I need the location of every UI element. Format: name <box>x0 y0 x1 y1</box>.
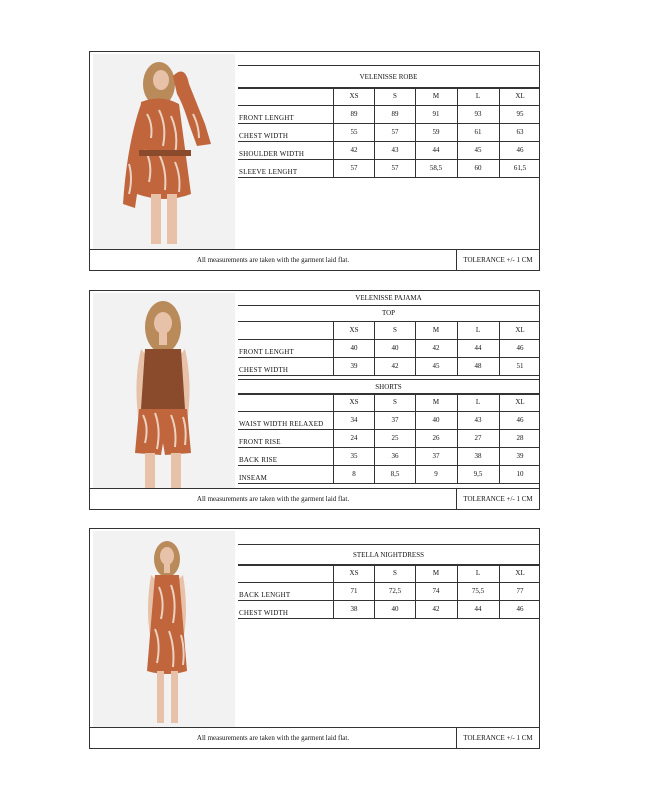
measurement-label: CHEST WIDTH <box>239 609 289 617</box>
measurement-value: 28 <box>516 434 524 442</box>
measurement-value: 74 <box>432 587 440 595</box>
grid-line <box>238 321 539 322</box>
measurement-value: 9,5 <box>473 470 483 478</box>
grid-line <box>333 87 334 177</box>
size-header-cell: XL <box>515 398 525 406</box>
measurement-row <box>238 600 539 618</box>
grid-line <box>238 447 539 448</box>
measurement-value: 55 <box>350 128 358 136</box>
measurement-value: 93 <box>474 110 482 118</box>
measurement-value: 42 <box>391 362 399 370</box>
measurement-value: 89 <box>391 110 399 118</box>
measurement-label: BACK RISE <box>239 456 278 464</box>
grid-line <box>499 393 500 483</box>
measurement-label: CHEST WIDTH <box>239 132 289 140</box>
grid-line <box>457 564 458 618</box>
measurement-value: 57 <box>391 164 399 172</box>
measurement-row <box>238 141 539 159</box>
measurement-value: 46 <box>516 416 524 424</box>
measurement-value: 48 <box>474 362 482 370</box>
measurement-value: 39 <box>516 452 524 460</box>
measurement-value: 37 <box>391 416 399 424</box>
measurement-value: 44 <box>432 146 440 154</box>
measurement-note: All measurements are taken with the garment laid flat. <box>196 256 350 264</box>
tolerance-label: TOLERANCE +/- 1 CM <box>456 728 539 748</box>
measurement-value: 8 <box>352 470 356 478</box>
measurement-value: 36 <box>391 452 399 460</box>
grid-line <box>499 87 500 177</box>
measurement-value: 72,5 <box>388 587 402 595</box>
nightdress-footer <box>90 727 539 748</box>
pajama-top-title <box>238 305 539 322</box>
grid-line <box>499 564 500 618</box>
pajama-table <box>238 291 539 489</box>
grid-line <box>238 600 539 601</box>
grid-line <box>238 618 539 619</box>
measurement-row <box>238 123 539 141</box>
grid-line <box>415 393 416 483</box>
measurement-value: 10 <box>516 470 524 478</box>
measurement-row <box>238 159 539 177</box>
measurement-value: 59 <box>432 128 440 136</box>
pajama-shorts-grid <box>238 393 539 483</box>
measurement-label: FRONT LENGHT <box>239 114 294 122</box>
grid-line <box>238 393 539 394</box>
measurement-value: 45 <box>432 362 440 370</box>
measurement-value: 46 <box>516 344 524 352</box>
grid-line <box>238 483 539 484</box>
measurement-value: 38 <box>474 452 482 460</box>
nightdress-title-text: STELLA NIGHTDRESS <box>353 551 424 559</box>
measurement-row <box>238 339 539 357</box>
measurement-row <box>238 465 539 483</box>
size-header-cell: M <box>432 398 440 406</box>
grid-line <box>238 564 539 565</box>
grid-line <box>238 123 539 124</box>
pajama-size-block <box>89 290 540 510</box>
measurement-value: 91 <box>432 110 440 118</box>
robe-product-photo <box>93 54 235 250</box>
size-header-cell: S <box>393 569 397 577</box>
size-header-row <box>238 87 539 105</box>
grid-line <box>333 393 334 483</box>
measurement-value: 61,5 <box>513 164 527 172</box>
measurement-value: 61 <box>474 128 482 136</box>
nightdress-table <box>238 529 539 727</box>
robe-grid <box>238 87 539 177</box>
size-header-cell: S <box>393 398 397 406</box>
size-header-cell: L <box>475 398 481 406</box>
measurement-value: 8,5 <box>390 470 400 478</box>
size-header-cell: XL <box>515 92 525 100</box>
measurement-label: WAIST WIDTH RELAXED <box>239 420 324 428</box>
grid-line <box>457 393 458 483</box>
nightdress-title <box>238 544 539 566</box>
grid-line <box>238 357 539 358</box>
pajama-product-photo <box>93 293 235 489</box>
measurement-value: 43 <box>391 146 399 154</box>
size-header-cell: L <box>475 326 481 334</box>
grid-line <box>238 159 539 160</box>
measurement-value: 77 <box>516 587 524 595</box>
measurement-value: 37 <box>432 452 440 460</box>
measurement-value: 57 <box>391 128 399 136</box>
measurement-value: 25 <box>391 434 399 442</box>
measurement-row <box>238 582 539 600</box>
measurement-label: FRONT RISE <box>239 438 281 446</box>
measurement-row <box>238 357 539 375</box>
size-header-cell: XS <box>349 92 359 100</box>
tolerance-label: TOLERANCE +/- 1 CM <box>456 250 539 270</box>
measurement-row <box>238 411 539 429</box>
size-header-cell: S <box>393 326 397 334</box>
pajama-top-title-text: TOP <box>381 309 396 317</box>
robe-footer <box>90 249 539 270</box>
measurement-row <box>238 447 539 465</box>
measurement-value: 71 <box>350 587 358 595</box>
measurement-label: INSEAM <box>239 474 268 482</box>
pajama-top-grid <box>238 321 539 375</box>
measurement-value: 42 <box>350 146 358 154</box>
measurement-value: 51 <box>516 362 524 370</box>
grid-line <box>457 87 458 177</box>
measurement-value: 43 <box>474 416 482 424</box>
grid-line <box>333 564 334 618</box>
size-header-cell: L <box>475 569 481 577</box>
grid-line <box>238 465 539 466</box>
robe-table <box>238 52 539 250</box>
grid-line <box>374 321 375 375</box>
measurement-label: BACK LENGHT <box>239 591 291 599</box>
grid-line <box>238 582 539 583</box>
size-header-row <box>238 564 539 582</box>
measurement-value: 58,5 <box>429 164 443 172</box>
measurement-value: 39 <box>350 362 358 370</box>
size-header-cell: M <box>432 569 440 577</box>
measurement-label: CHEST WIDTH <box>239 366 289 374</box>
grid-line <box>374 564 375 618</box>
measurement-value: 75,5 <box>471 587 485 595</box>
robe-title <box>238 65 539 89</box>
measurement-value: 63 <box>516 128 524 136</box>
size-header-cell: M <box>432 92 440 100</box>
grid-line <box>238 141 539 142</box>
grid-line <box>238 105 539 106</box>
size-header-cell: M <box>432 326 440 334</box>
grid-line <box>499 321 500 375</box>
grid-line <box>457 321 458 375</box>
measurement-value: 26 <box>432 434 440 442</box>
grid-line <box>238 375 539 376</box>
pajama-title <box>238 291 539 306</box>
nightdress-size-block <box>89 528 540 749</box>
measurement-value: 46 <box>516 605 524 613</box>
grid-line <box>238 177 539 178</box>
measurement-value: 40 <box>391 344 399 352</box>
measurement-value: 34 <box>350 416 358 424</box>
size-header-cell: XS <box>349 569 359 577</box>
measurement-value: 44 <box>474 605 482 613</box>
measurement-note: All measurements are taken with the garment laid flat. <box>196 495 350 503</box>
grid-line <box>415 87 416 177</box>
nightdress-product-photo <box>93 531 235 728</box>
grid-line <box>238 87 539 88</box>
size-header-cell: XS <box>349 398 359 406</box>
grid-line <box>238 429 539 430</box>
measurement-value: 42 <box>432 344 440 352</box>
measurement-label: SHOULDER WIDTH <box>239 150 305 158</box>
robe-title-text: VELENISSE ROBE <box>359 73 418 81</box>
grid-line <box>374 393 375 483</box>
grid-line <box>374 87 375 177</box>
measurement-value: 60 <box>474 164 482 172</box>
measurement-value: 57 <box>350 164 358 172</box>
measurement-value: 35 <box>350 452 358 460</box>
grid-line <box>238 411 539 412</box>
pajama-footer <box>90 488 539 509</box>
measurement-value: 24 <box>350 434 358 442</box>
measurement-value: 45 <box>474 146 482 154</box>
size-header-cell: L <box>475 92 481 100</box>
measurement-row <box>238 429 539 447</box>
robe-size-block <box>89 51 540 271</box>
pajama-title-text: VELENISSE PAJAMA <box>355 294 422 302</box>
measurement-value: 38 <box>350 605 358 613</box>
measurement-label: FRONT LENGHT <box>239 348 294 356</box>
measurement-value: 46 <box>516 146 524 154</box>
size-header-cell: S <box>393 92 397 100</box>
size-header-row <box>238 393 539 411</box>
measurement-value: 27 <box>474 434 482 442</box>
measurement-value: 9 <box>434 470 438 478</box>
measurement-value: 44 <box>474 344 482 352</box>
size-header-cell: XS <box>349 326 359 334</box>
pajama-shorts-title-text: SHORTS <box>375 383 402 391</box>
measurement-note: All measurements are taken with the garment laid flat. <box>196 734 350 742</box>
measurement-value: 40 <box>350 344 358 352</box>
grid-line <box>415 321 416 375</box>
grid-line <box>333 321 334 375</box>
measurement-value: 40 <box>432 416 440 424</box>
measurement-value: 89 <box>350 110 358 118</box>
measurement-label: SLEEVE LENGHT <box>239 168 298 176</box>
nightdress-grid <box>238 564 539 618</box>
measurement-value: 95 <box>516 110 524 118</box>
grid-line <box>415 564 416 618</box>
grid-line <box>238 339 539 340</box>
size-header-cell: XL <box>515 326 525 334</box>
measurement-row <box>238 105 539 123</box>
tolerance-label: TOLERANCE +/- 1 CM <box>456 489 539 509</box>
measurement-value: 42 <box>432 605 440 613</box>
size-header-cell: XL <box>515 569 525 577</box>
size-header-row <box>238 321 539 339</box>
measurement-value: 40 <box>391 605 399 613</box>
